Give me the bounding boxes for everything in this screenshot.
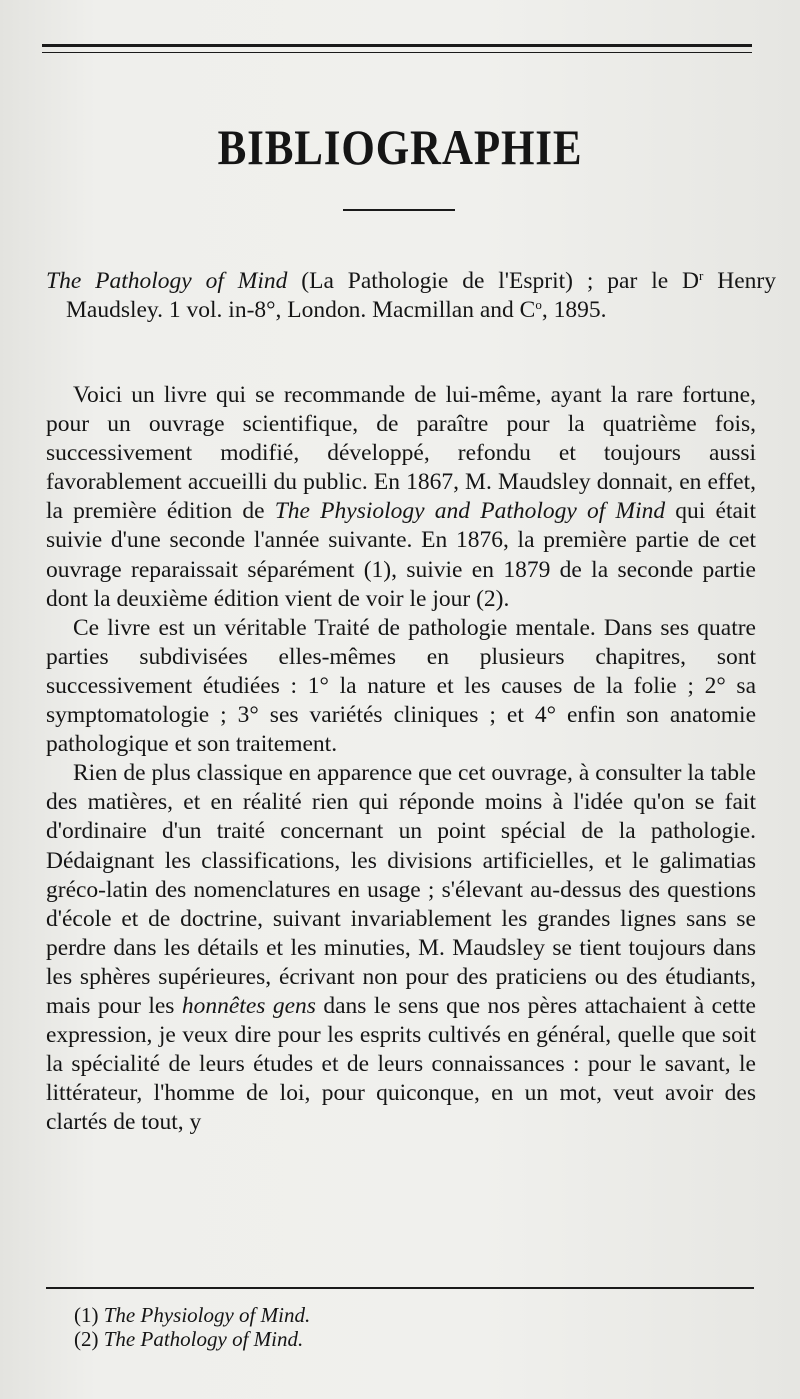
paragraph-1-text-a: Voici un livre qui se recommande de lui-même, ayant la rare fortune, pour un ouvrage scientifique, de paraître pour la quatrième fois, successivement modifié, développé, refondu et toujours aussi favorablement accueilli du public. En 1867, M. Maudsley donnait, en effet, la première édition de — [46, 382, 756, 525]
paragraph-3-text-b: dans le sens que nos pères attachaient à cette expression, je veux dire pour les esprits cultivés en général, quelle que soit la spécialité de leurs études et de leurs connaissances : pour le savant, le littérateur, l'homme de loi, pour quiconque, en un mot, veut avoir des clartés de tout, y — [46, 992, 756, 1136]
footnote-1 — [74, 1303, 310, 1327]
footnote-1-mark: (1) — [74, 1303, 99, 1327]
company-superscript: o — [535, 297, 542, 313]
top-double-rule — [42, 44, 752, 53]
cited-title: The Physiology and Pathology of Mind — [274, 498, 666, 525]
footnote-1-text: The Physiology of Mind. — [103, 1303, 311, 1327]
footnote-2-mark: (2) — [74, 1327, 99, 1351]
doctor-abbrev: D — [682, 268, 700, 294]
paragraph-1 — [46, 381, 756, 614]
paragraph-3-text-a: Rien de plus classique en apparence que cet ouvrage, à consulter la table des matières, et en réalité rien qui réponde moins à l'idée qu'on se fait d'ordinaire d'un traité concernant un point spécial de la pathologie. Dédaignant les classifications, les divisions artificielles, et le galimatias gréco-latin des nomenclatures en usage ; s'élevant au-dessus des questions d'école et de doctrine, suivant invariablement les grandes lignes sans se perdre dans les détails et les minuties, M. Maudsley se tient toujours dans les sphères supérieures, écrivant non pour des praticiens ou des étudiants, mais pour les — [46, 760, 756, 1019]
entry-text-2: Henry Maudsley. 1 vol. in-8°, London. Macmillan and C — [66, 268, 776, 324]
paragraph-2: Ce livre est un véritable Traité de pathologie mentale. Dans ses quatre parties subdivisées elles-mêmes en plusieurs chapitres, sont successivement étudiées : 1° la nature et les causes de la folie ; 2° sa symptomatologie ; 3° ses variétés cliniques ; et 4° enfin son anatomie pathologique et son traitement. — [46, 614, 756, 758]
review-body — [46, 381, 756, 1137]
footnote-divider — [46, 1287, 754, 1289]
entry-text-1: (La Pathologie de l'Esprit) ; par le — [287, 268, 683, 294]
paragraph-3 — [46, 759, 756, 1137]
footnote-2 — [74, 1327, 310, 1351]
book-title: The Pathology of Mind — [46, 268, 288, 294]
doctor-superscript: r — [699, 268, 704, 283]
italic-phrase: honnêtes gens — [181, 992, 316, 1019]
bibliographic-entry — [46, 267, 776, 325]
footnote-2-text: The Pathology of Mind. — [103, 1327, 304, 1351]
page-title: BIBLIOGRAPHIE — [217, 119, 583, 175]
title-divider — [343, 209, 455, 211]
entry-text-3: , 1895. — [541, 297, 607, 324]
footnotes — [74, 1303, 310, 1351]
paragraph-1-text-b: qui était suivie d'une seconde l'année suivante. En 1876, la première partie de cet ouvrage reparaissait séparément (1), suivie en 1879 de la seconde partie dont la deuxième édition vient de voir le jour (2). — [46, 498, 756, 612]
